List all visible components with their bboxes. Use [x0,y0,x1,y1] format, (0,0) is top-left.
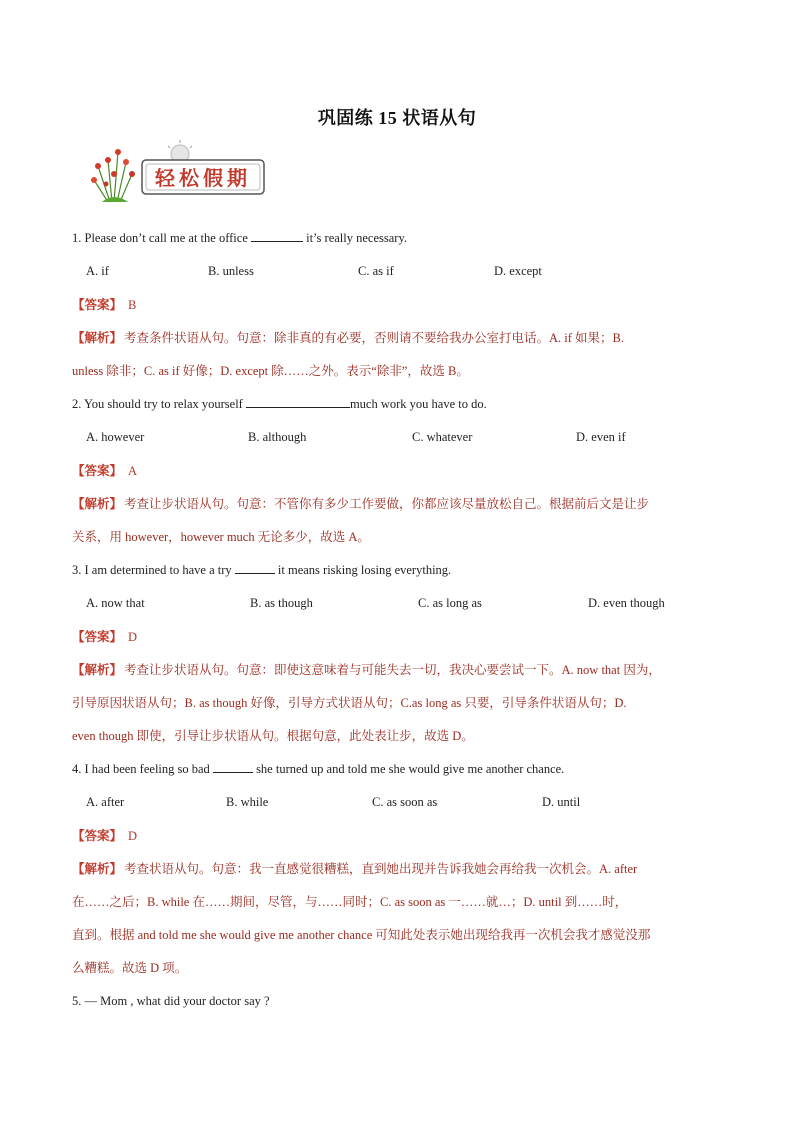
question-stem: 5. — Mom , what did your doctor say ? [72,994,270,1008]
answer-label: 【答案】 [72,464,123,478]
stem-text: much work you have to do. [349,397,487,411]
badge-text: 轻松假期 [155,166,251,190]
option-b: B. as though [250,596,313,610]
holiday-badge [84,140,274,206]
option-d: D. except [494,264,542,278]
option-d: D. even if [576,430,626,444]
answer-label: 【答案】 [72,829,123,843]
page-title: 巩固练 15 状语从句 [317,108,477,128]
option-d: D. even though [588,596,665,610]
explanation-text: 考查让步状语从句。句意：即使这意味着与可能失去一切，我决心要尝试一下。A. now that 因为， [124,663,661,677]
stem-text: 3. I am determined to have a try [72,563,235,577]
stem-text: 2. You should try to relax yourself [72,397,246,411]
option-a: A. if [86,264,109,278]
answer-value: A [128,464,138,478]
options-row [72,421,722,455]
answer-row [72,820,722,853]
answer-blank [251,229,303,242]
explanation-text: 关系，用 however，however much 无论多少，故选 A。 [72,530,370,544]
explanation-text: 考查条件状语从句。句意：除非真的有必要，否则请不要给我办公室打电话。A. if 如果；B. [124,331,625,345]
option-c: C. as if [358,264,394,278]
option-b: B. unless [208,264,254,278]
explanation-text: unless 除非；C. as if 好像；D. except 除……之外。表示“除非”，故选 B。 [72,364,469,378]
answer-blank [235,561,275,574]
answer-row [72,455,722,488]
option-b: B. although [248,430,307,444]
answer-label: 【答案】 [72,630,123,644]
question-stem [72,388,722,421]
question-list [72,222,722,1018]
question-stem [72,753,722,786]
stem-text: it’s really necessary. [303,231,408,245]
explanation-text: 考查状语从句。句意：我一直感觉很糟糕，直到她出现并告诉我她会再给我一次机会。A. after [124,862,638,876]
options-row [72,587,722,621]
question-stem [72,554,722,587]
stem-text: she turned up and told me she would give me another chance. [252,762,565,776]
stem-text: it means risking losing everything. [274,563,452,577]
options-row [72,786,722,820]
explanation-text: 考查让步状语从句。句意：不管你有多少工作要做，你都应该尽量放松自己。根据前后文是让步 [124,497,650,511]
explanation [72,322,722,388]
option-d: D. until [542,795,581,809]
answer-value: D [128,630,138,644]
explanation [72,853,722,985]
answer-value: B [128,298,137,312]
stem-text: 4. I had been feeling so bad [72,762,213,776]
explanation-text: 直到。根据 and told me she would give me another chance 可知此处表示她出现给我再一次机会我才感觉没那 [72,928,651,942]
explanation-text: 引导原因状语从句；B. as though 好像，引导方式状语从句；C.as long as 只要，引导条件状语从句；D. [72,696,627,710]
explanation-label: 【解析】 [72,862,123,876]
explanation-text: 在……之后；B. while 在……期间，尽管，与……同时；C. as soon as 一……就…；D. until 到……时， [72,895,628,909]
question-stem [72,222,722,255]
answer-blank [246,395,350,408]
answer-value: D [128,829,138,843]
explanation [72,488,722,554]
answer-blank [213,760,253,773]
explanation-label: 【解析】 [72,497,123,511]
explanation-text: even though 即使，引导让步状语从句。根据句意，此处表让步，故选 D。 [72,729,474,743]
explanation-label: 【解析】 [72,663,123,677]
option-a: A. now that [86,596,145,610]
option-a: A. however [86,430,145,444]
explanation-label: 【解析】 [72,331,123,345]
option-c: C. as long as [418,596,482,610]
option-c: C. whatever [412,430,473,444]
answer-row [72,621,722,654]
option-c: C. as soon as [372,795,438,809]
explanation-text: 么糟糕。故选 D 项。 [72,961,188,975]
option-a: A. after [86,795,125,809]
stem-text: 1. Please don’t call me at the office [72,231,251,245]
answer-label: 【答案】 [72,298,123,312]
explanation [72,654,722,753]
options-row [72,255,722,289]
answer-row [72,289,722,322]
option-b: B. while [226,795,269,809]
